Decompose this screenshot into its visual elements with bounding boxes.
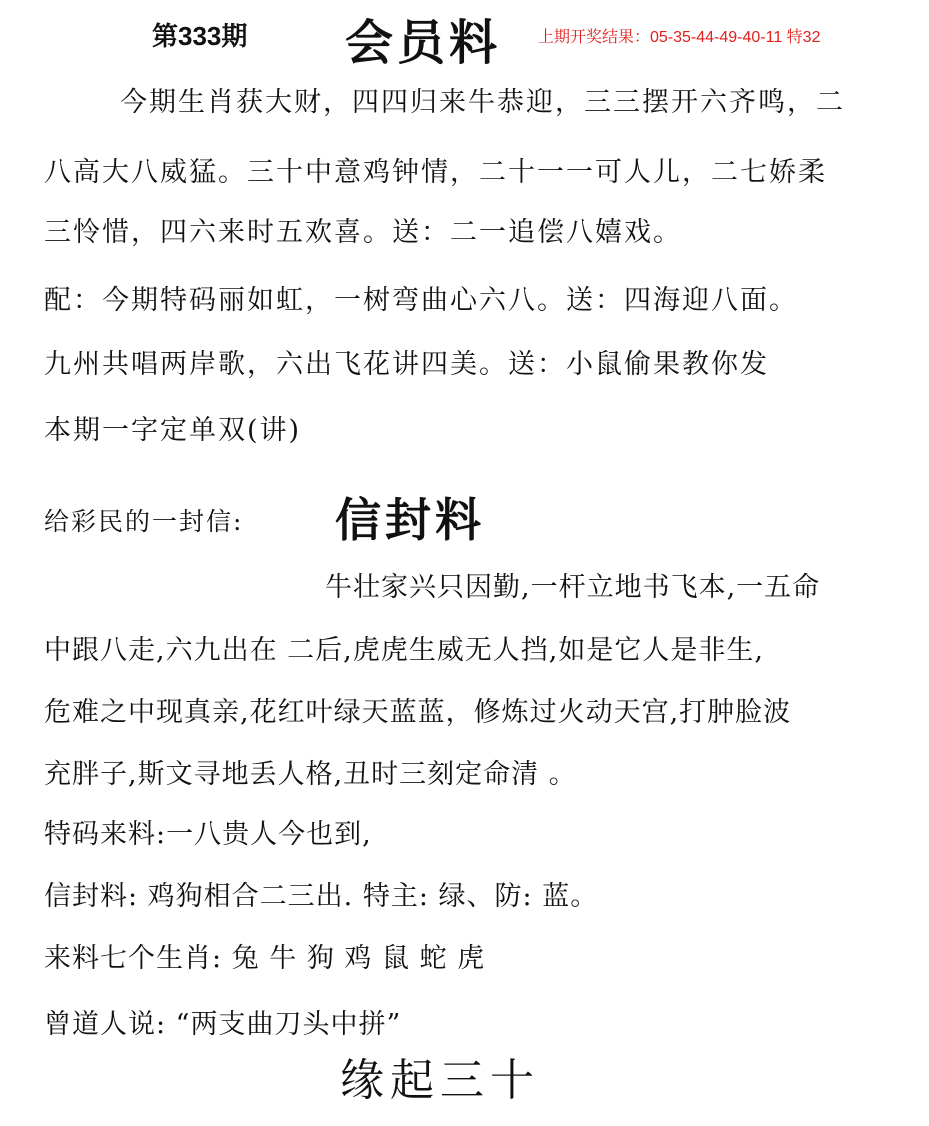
letter-line: 中跟八走,六九出在 二后,虎虎生威无人挡,如是它人是非生, [44,635,764,666]
letter-line: 曾道人说: “两支曲刀头中拼” [44,1009,402,1040]
letter-line: 特码来料:一八贵人今也到, [44,819,372,850]
letter-line: 来料七个生肖: 兔 牛 狗 鸡 鼠 蛇 虎 [44,943,486,974]
letter-title: 信封料 [335,493,485,547]
member-line: 三怜惜，四六来时五欢喜。送：二一追偿八嬉戏。 [44,217,682,248]
letter-line: 信封料: 鸡狗相合二三出. 特主: 绿、防: 蓝。 [44,881,599,912]
member-line: 今期生肖获大财，四四归来牛恭迎，三三摆开六齐鸣，二 [120,87,845,118]
previous-result: 上期开奖结果：05-35-44-49-40-11 特32 [538,29,821,46]
member-line: 本期一字定单双(讲) [44,415,302,446]
letter-line: 充胖子,斯文寻地丢人格,丑时三刻定命清 。 [44,759,577,790]
member-line: 配：今期特码丽如虹，一树弯曲心六八。送：四海迎八面。 [44,285,798,316]
letter-line: 危难之中现真亲,花红叶绿天蓝蓝，修炼过火动天宫,打肿脸波 [44,697,792,728]
member-line: 九州共唱两岸歌，六出飞花讲四美。送：小鼠偷果教你发 [44,349,769,380]
letter-line: 牛壮家兴只因勤,一杆立地书飞本,一五命 [325,572,821,603]
letter-label: 给彩民的一封信: [44,507,244,536]
page-title: 会员料 [345,15,502,71]
issue-number: 第333期 [152,21,248,51]
member-line: 八高大八威猛。三十中意鸡钟情，二十一一可人儿，二七娇柔 [44,157,827,188]
footer-title: 缘起三十 [340,1055,540,1106]
